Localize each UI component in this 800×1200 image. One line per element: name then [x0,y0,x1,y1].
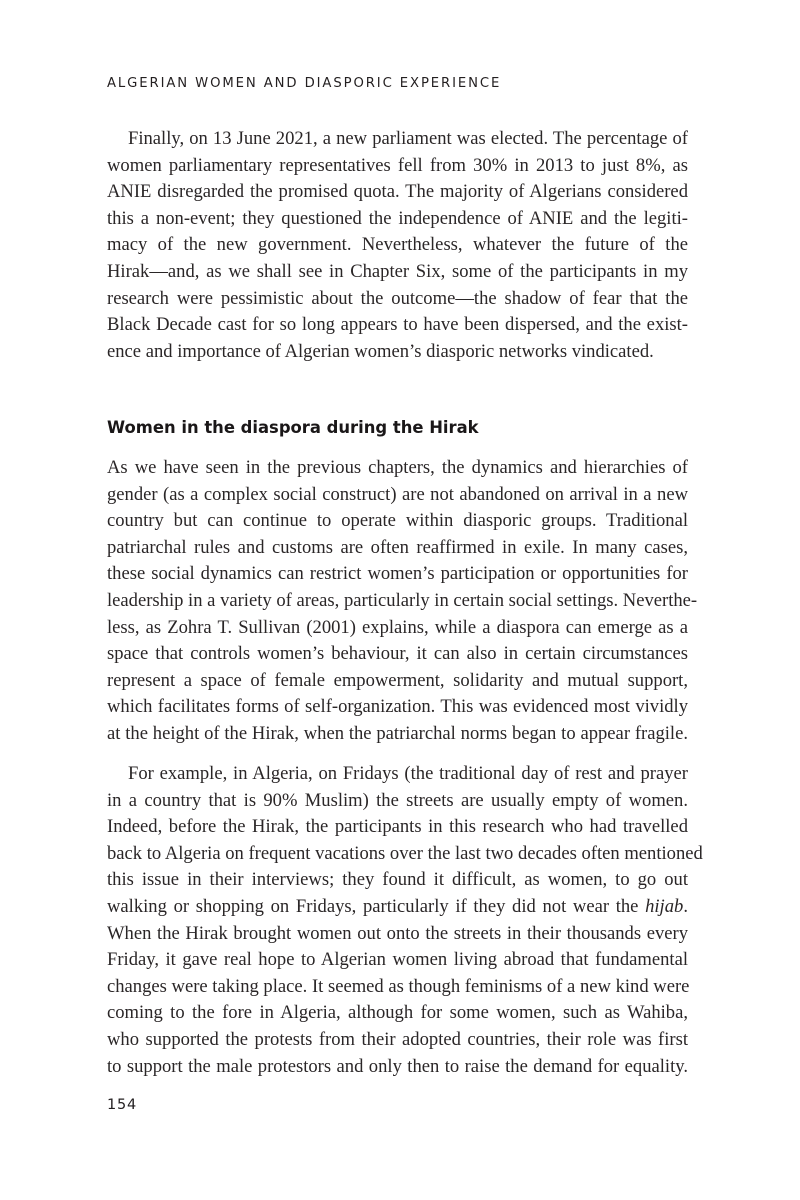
text-line: ANIE disregarded the promised quota. The majority of Algerians considered [107,181,688,203]
text-line: gender (as a complex social construct) are not abandoned on arrival in a new [107,483,688,505]
text-line: at the height of the Hirak, when the patriarchal norms began to appear fragile. [107,722,688,744]
text-segment: . [683,895,688,917]
paragraph-fridays-example [107,761,703,1080]
text-line: changes were taking place. It seemed as though feminisms of a new kind were [107,975,690,997]
paragraph-parliament-election [107,126,688,365]
text-line: space that controls women’s behaviour, it can also in certain circumstances [107,643,688,665]
page-number: 154 [107,1097,138,1113]
text-line: ence and importance of Algerian women’s diasporic networks vindicated. [107,340,654,362]
text-line: When the Hirak brought women out onto the streets in their thousands every [107,922,688,944]
text-line: Hirak—and, as we shall see in Chapter Six, some of the participants in my [107,260,688,282]
text-line: For example, in Algeria, on Fridays (the traditional day of rest and prayer [128,763,688,784]
text-line: leadership in a variety of areas, particularly in certain social settings. Neverthe- [107,589,698,611]
text-line: less, as Zohra T. Sullivan (2001) explains, while a diaspora can emerge as a [107,616,688,638]
text-line: this a non-event; they questioned the independence of ANIE and the legiti- [107,207,688,229]
section-heading: Women in the diaspora during the Hirak [107,418,479,437]
text-line: patriarchal rules and customs are often reaffirmed in exile. In many cases, [107,536,688,558]
text-line: Black Decade cast for so long appears to have been dispersed, and the exist- [107,314,688,336]
text-segment: walking or shopping on Fridays, particularly if they did not wear the [107,895,639,917]
running-head: ALGERIAN WOMEN AND DIASPORIC EXPERIENCE [107,76,502,91]
text-line: to support the male protestors and only then to raise the demand for equality. [107,1055,688,1077]
text-line: represent a space of female empowerment, solidarity and mutual support, [107,669,688,691]
text-line: which facilitates forms of self-organization. This was evidenced most vividly [107,696,688,718]
text-line: Finally, on 13 June 2021, a new parliament was elected. The percentage of [128,128,688,149]
text-line: macy of the new government. Nevertheless, whatever the future of the [107,234,688,256]
paragraph-gender-dynamics [107,455,698,748]
text-line: in a country that is 90% Muslim) the streets are usually empty of women. [107,789,688,811]
text-line: who supported the protests from their adopted countries, their role was first [107,1028,688,1050]
text-line: research were pessimistic about the outcome—the shadow of fear that the [107,287,688,309]
text-line: women parliamentary representatives fell from 30% in 2013 to just 8%, as [107,154,688,176]
text-line: these social dynamics can restrict women’s participation or opportunities for [107,563,688,585]
text-line: country but can continue to operate within diasporic groups. Traditional [107,510,688,532]
text-line: back to Algeria on frequent vacations over the last two decades often mentioned [107,842,703,864]
text-line: this issue in their interviews; they found it difficult, as women, to go out [107,869,688,891]
text-line: Indeed, before the Hirak, the participants in this research who had travelled [107,816,688,838]
text-line-with-italic [107,894,688,921]
text-line: As we have seen in the previous chapters, the dynamics and hierarchies of [107,457,688,478]
text-line: coming to the fore in Algeria, although for some women, such as Wahiba, [107,1002,688,1024]
text-line: Friday, it gave real hope to Algerian women living abroad that fundamental [107,949,688,971]
italic-term: hijab [645,895,684,917]
